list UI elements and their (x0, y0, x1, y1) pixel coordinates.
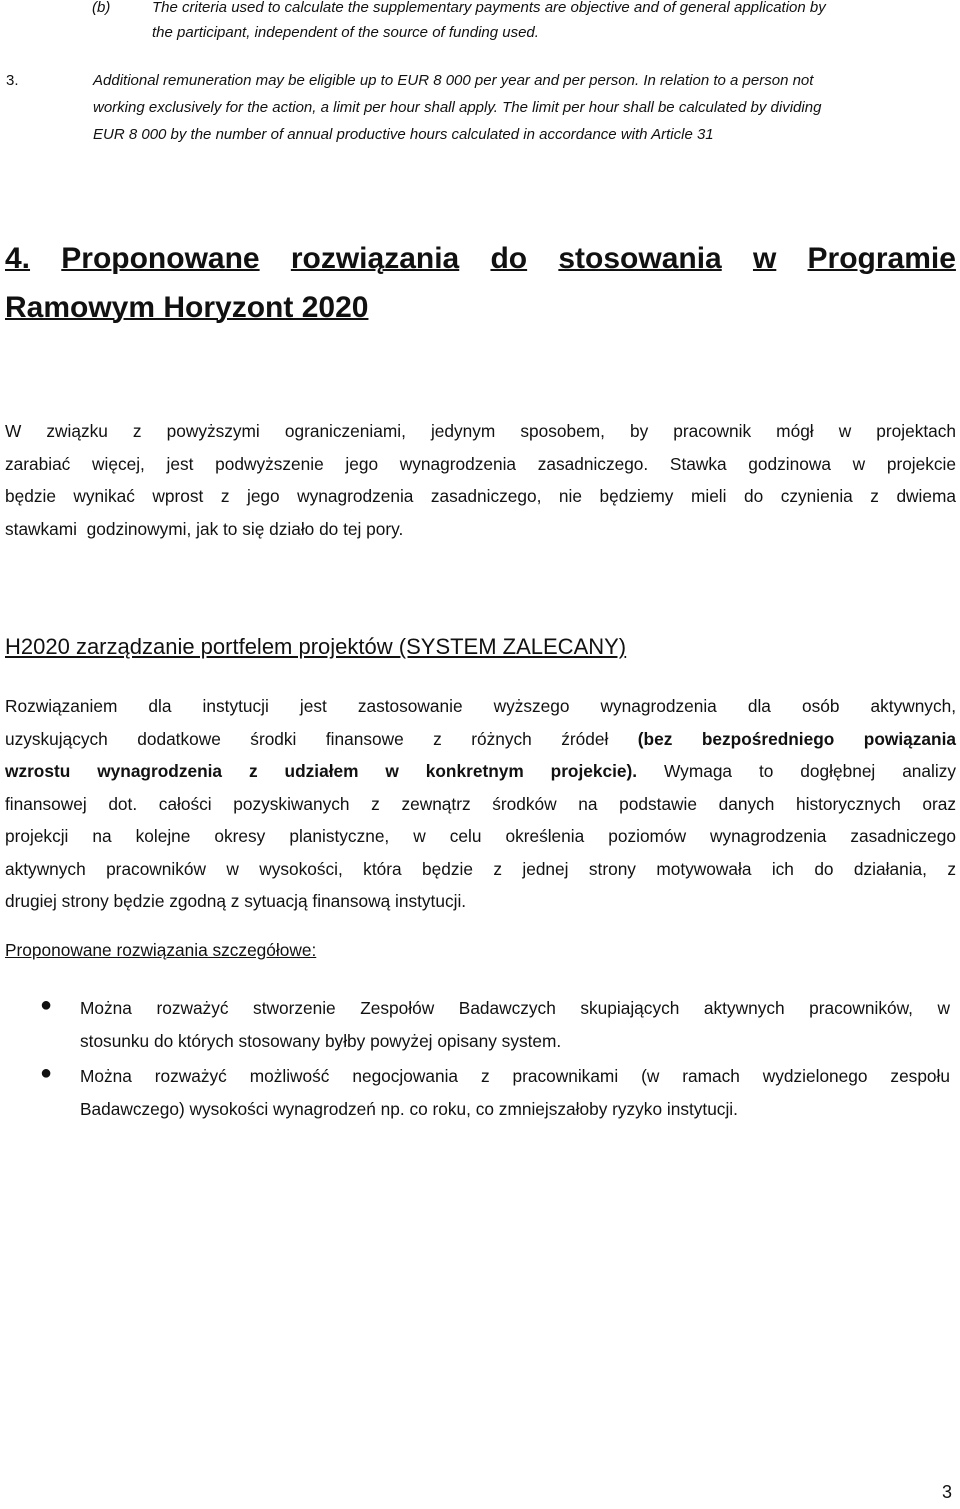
h2020-line-7: drugiej strony będzie zgodną z sytuacją finansową instytucji. (5, 891, 467, 911)
section-4-line-2: zarabiać więcej, jest podwyższenie jego wynagrodzenia zasadniczego. Stawka godzinowa w projekcie (5, 453, 956, 474)
heading-line-2-text: Ramowym Horyzont 2020 (5, 291, 369, 324)
bullet-dot-1: ● (40, 994, 53, 1016)
bullet-item-2 (80, 1060, 950, 1125)
section-4-paragraph (5, 415, 956, 545)
heading-word-1: 4. (5, 242, 31, 275)
detailed-heading: Proponowane rozwiązania szczegółowe: (5, 940, 317, 960)
bullet-2-line-2: Badawczego) wysokości wynagrodzeń np. co roku, co zmniejszałoby ryzyko instytucji. (80, 1098, 738, 1119)
point-3-marker: 3. (6, 72, 19, 89)
h2020-line-6: aktywnych pracowników w wysokości, która będzie z jednej strony motywowała ich do działania, z (5, 858, 956, 879)
bullet-1-line-2: stosunku do których stosowany byłby powyżej opisany system. (80, 1030, 562, 1051)
h2020-line-3 (5, 755, 956, 788)
h2020-line-5: projekcji na kolejne okresy planistyczne, w celu określenia poziomów wynagrodzenia zasadniczego (5, 826, 956, 846)
h2020-line-1: Rozwiązaniem dla instytucji jest zastosowanie wyższego wynagrodzenia dla osób aktywnych, (5, 696, 956, 716)
section-4-line-1: W związku z powyższymi ograniczeniami, jedynym sposobem, by pracownik mógł w projektach (5, 421, 956, 441)
point-b-line-1: The criteria used to calculate the supplementary payments are objective and of general application by (152, 0, 826, 16)
point-b-line-2: the participant, independent of the source of funding used. (152, 24, 539, 41)
page-number: 3 (942, 1482, 953, 1502)
point-3-line-2: working exclusively for the action, a limit per hour shall apply. The limit per hour shall be calculated by dividing (93, 99, 822, 116)
bullet-1-line-1: Można rozważyć stworzenie Zespołów Badawczych skupiających aktywnych pracowników, w (80, 998, 950, 1018)
bullet-dot-2: ● (40, 1062, 53, 1084)
section-4-line-3: będzie wynikać wprost z jego wynagrodzenia zasadniczego, nie będziemy mieli do czynienia z dwiema (5, 486, 956, 506)
h2020-line-4: finansowej dot. całości pozyskiwanych z zewnątrz środków na podstawie danych historycznych oraz (5, 793, 956, 814)
section-4-heading-line-2 (5, 283, 368, 333)
point-b-marker: (b) (92, 0, 111, 16)
h2020-line-3-bold: wzrostu wynagrodzenia z udziałem w konkretnym projekcie). (5, 761, 638, 781)
h2020-heading: H2020 zarządzanie portfelem projektów (SYSTEM ZALECANY) (5, 634, 627, 659)
point-3-line-1: Additional remuneration may be eligible up to EUR 8 000 per year and per person. In relation to a person not (93, 72, 814, 89)
h2020-line-3-normal: Wymaga to dogłębnej analizy (637, 761, 956, 781)
heading-word-7: Programie (807, 242, 956, 275)
point-3-line-3: EUR 8 000 by the number of annual productive hours calculated in accordance with Article 31 (93, 126, 714, 143)
heading-word-2: Proponowane (61, 242, 260, 275)
h2020-line-2-bold: (bez bezpośredniego powiązania (637, 728, 956, 749)
heading-word-6: w (752, 242, 777, 275)
h2020-line-2-normal: uzyskujących dodatkowe środki finansowe z różnych źródeł (5, 728, 638, 749)
heading-word-5: stosowania (558, 242, 722, 275)
heading-word-3: rozwiązania (290, 242, 460, 275)
heading-word-4: do (490, 242, 528, 275)
h2020-paragraph (5, 690, 956, 918)
h2020-line-2 (5, 723, 956, 756)
bullet-item-1 (80, 992, 950, 1057)
bullet-2-line-1: Można rozważyć możliwość negocjowania z pracownikami (w ramach wydzielonego zespołu (80, 1066, 950, 1086)
section-4-line-4: stawkami godzinowymi, jak to się działo do tej pory. (5, 518, 404, 539)
section-4-heading (5, 234, 956, 284)
